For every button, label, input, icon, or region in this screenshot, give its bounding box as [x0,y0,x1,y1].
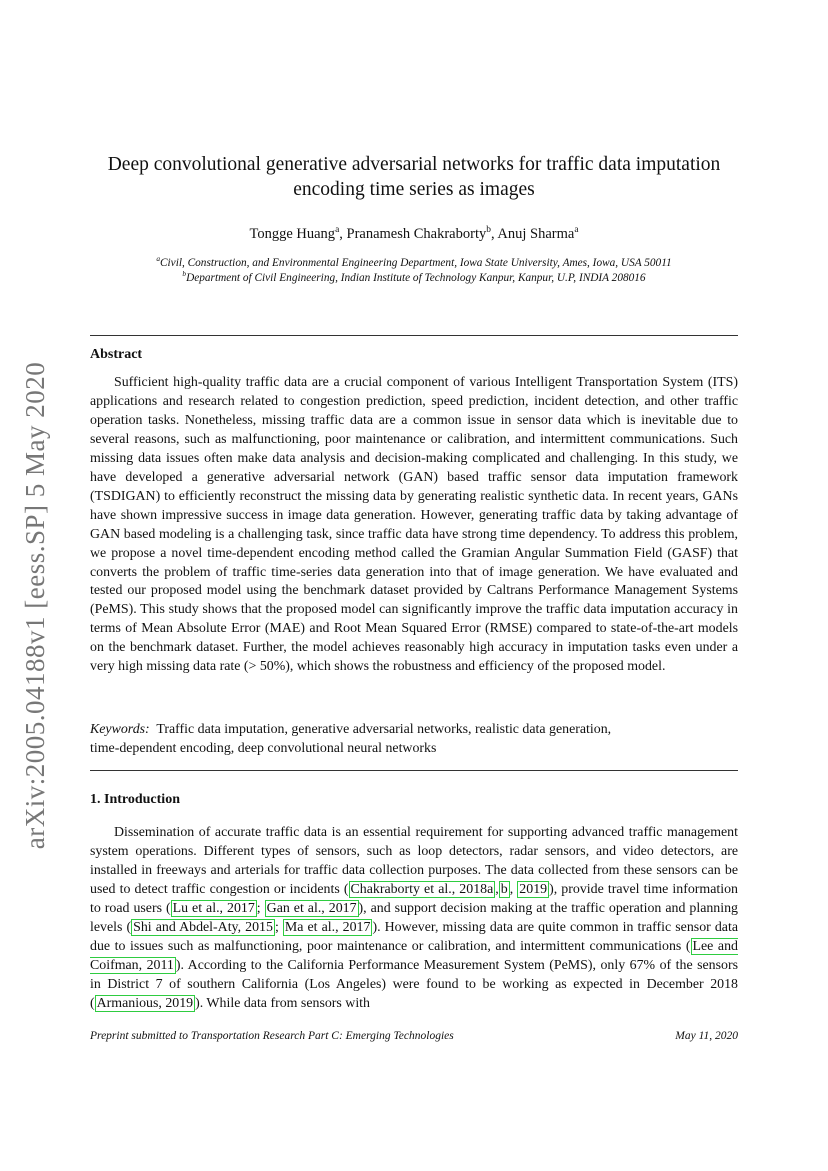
citation-link[interactable]: Lee and Coifman, 2011 [90,939,738,973]
citation-link[interactable]: 2019 [519,882,548,897]
citation-link[interactable]: Armanious, 2019 [96,996,194,1011]
keywords-line-1: Traffic data imputation, generative adversarial networks, realistic data generation, [156,722,612,737]
citation-link[interactable]: Shi and Abdel-Aty, 2015 [133,920,273,935]
citation-link[interactable]: Ma et al., 2017 [284,920,371,935]
citation-link[interactable]: b [500,882,508,897]
author-name: Anuj Sharma [497,226,575,242]
author-list: Tongge Huang$^a$, Pranamesh Chakraborty$^b$, Anuj Sharma$^a$ [249,225,579,242]
citation-link[interactable]: Lu et al., 2017 [172,901,255,916]
affiliation-mark: b [486,225,491,236]
footer-journal: Preprint submitted to Transportation Research Part C: Emerging Technologies [90,1030,454,1042]
affiliation-mark: a [335,225,340,236]
author-name: Pranamesh Chakraborty [346,226,487,242]
keywords [90,720,738,758]
arxiv-identifier: arXiv:2005.04188v1 [eess.SP] 5 May 2020 [20,361,51,849]
divider [90,335,738,336]
paper-title [90,152,738,202]
section-heading-introduction: 1. Introduction [90,792,180,807]
affiliation: $^b$Department of Civil Engineering, Indian Institute of Technology Kanpur, Kanpur, U.P, INDIA 208016 [182,269,646,284]
title-line-2: encoding time series as images [293,179,535,200]
arxiv-sidebar [16,355,56,855]
divider [90,770,738,771]
title-line-1: Deep convolutional generative adversarial networks for traffic data imputation [107,154,721,175]
abstract-text: Sufficient high-quality traffic data are a crucial component of various Intelligent Transportation System (ITS) applications and research related to congestion prediction, speed prediction, incident detection, and other traffic operation tasks. Nonetheless, missing traffic data are a common issue in sensor data which is inevitable due to several reasons, such as malfunctioning, poor maintenance or calibration, and intermittent communications. Such missing data issues often make data analysis and decision-making complicated and challenging. In this study, we have developed a generative adversarial network (GAN) based traffic sensor data imputation framework (TSDIGAN) to efficiently reconstruct the missing data by generating realistic synthetic data. In recent years, GANs have shown impressive success in image data generation. However, generating traffic data by taking advantage of GAN based modeling is a challenging task, since traffic data have strong time dependency. To address this problem, we propose a novel time-dependent encoding method called the Gramian Angular Summation Field (GASF) that converts the problem of traffic time-series data generation into that of image generation. We have evaluated and tested our proposed model using the benchmark dataset provided by Caltrans Performance Management Systems (PeMS). This study shows that the proposed model can significantly improve the traffic data imputation accuracy in terms of Mean Absolute Error (MAE) and Root Mean Squared Error (RMSE) compared to state-of-the-art models on the benchmark dataset. Further, the model achieves reasonably high accuracy in imputation tasks even under a very high missing data rate (> 50%), which shows the robustness and efficiency of the proposed model. [90,375,738,675]
keywords-label: Keywords: [90,722,150,737]
footer-date: May 11, 2020 [675,1030,738,1042]
affiliation: $^a$Civil, Construction, and Environmental Engineering Department, Iowa State University, Ames, Iowa, USA 50011 [156,254,672,269]
keywords-line-2: time-dependent encoding, deep convolutional neural networks [90,741,437,756]
affiliation-mark: a [574,225,579,236]
citation-link[interactable]: Chakraborty et al., 2018a [350,882,494,897]
affiliation-list [90,256,738,286]
author-name: Tongge Huang [249,226,336,242]
citation-link[interactable]: Gan et al., 2017 [266,901,357,916]
introduction-text: Dissemination of accurate traffic data is an essential requirement for supporting advanced traffic management system operations. Different types of sensors, such as loop detectors, radar sensors, and video detectors, are installed in freeways and arterials for traffic data collection purposes. The data collected from these sensors can be used to detect traffic congestion or incidents ( Chakraborty et al., 2018a , b , 2019 ), provide travel time information to road users ( Lu et al., 2017 ; Gan et al., 2017 ), and support decision making at the traffic operation and planning levels ( Shi and Abdel-Aty, 2015 ; Ma et al., 2017 ). However, missing data are quite common in traffic sensor data due to issues such as malfunctioning, poor maintenance or calibration, and intermittent communications ( Lee and Coifman, 2011 ). According to the California Performance Measurement System (PeMS), only 67% of the sensors in District 7 of southern California (Los Angeles) were found to be working as expected in December 2018 ( Armanious, 2019 ). While data from sensors with [90,825,738,1011]
abstract-heading: Abstract [90,347,143,362]
